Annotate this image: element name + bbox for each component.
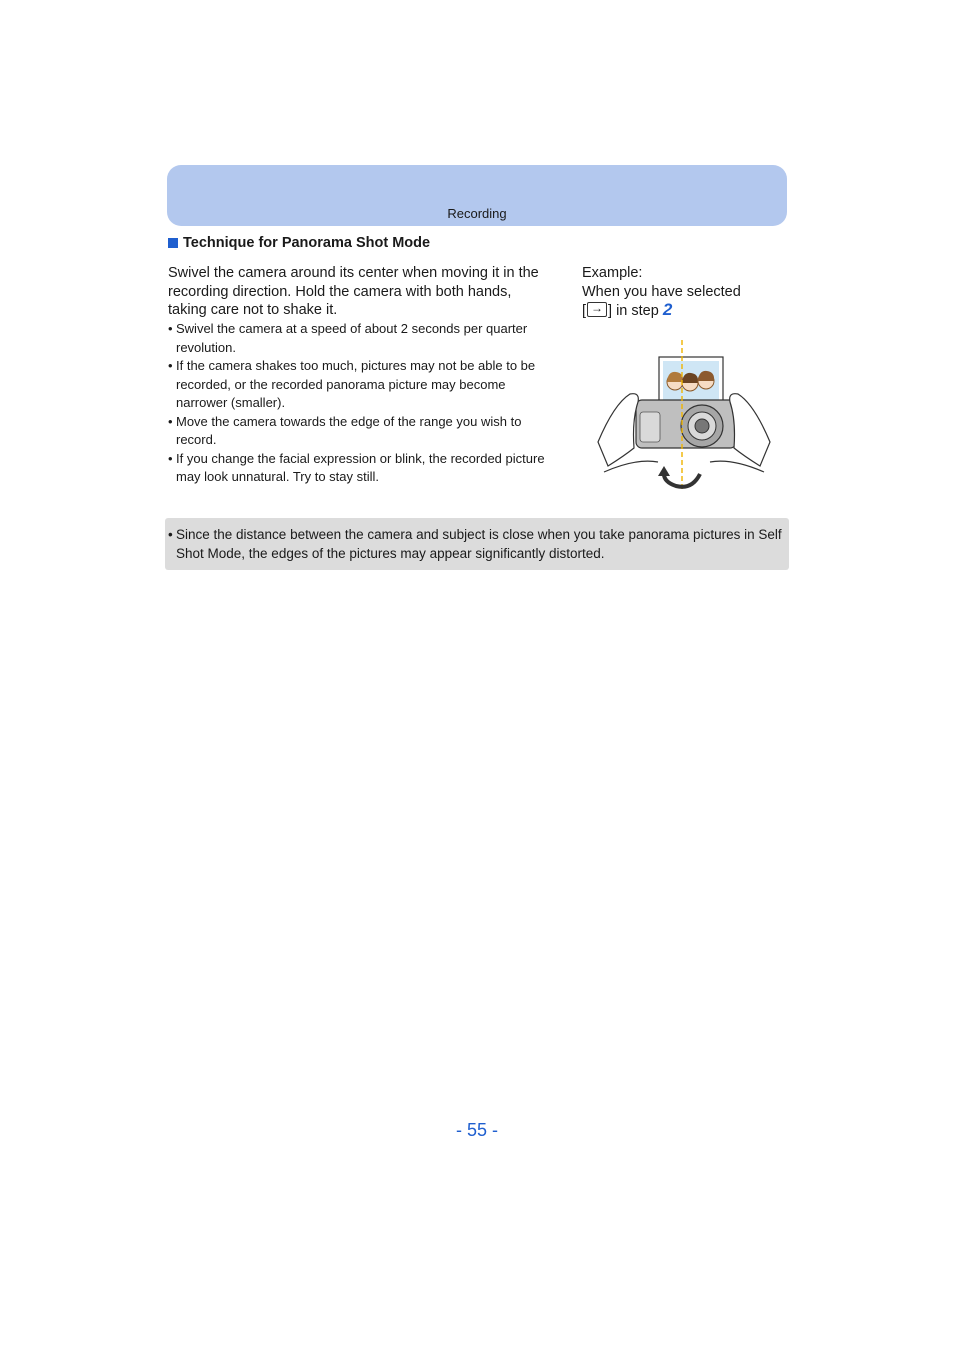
list-item	[168, 413, 553, 450]
bracket-close-step: ] in step	[608, 303, 659, 319]
bullet-icon: •	[168, 358, 173, 373]
heading-square-icon	[168, 238, 178, 248]
intro-paragraph	[168, 264, 553, 320]
technique-bullet-list	[168, 320, 553, 487]
page-number: - 55 -	[455, 1120, 498, 1140]
list-item	[168, 357, 553, 413]
bullet-text: Swivel the camera at a speed of about 2 seconds per quarter revolution.	[176, 321, 528, 355]
list-item	[168, 320, 553, 357]
note-text: Since the distance between the camera and subject is close when you take panorama pictures in Self Shot Mode, the edges of the pictures may appear significantly distorted.	[176, 527, 782, 561]
step-number: 2	[662, 300, 673, 319]
bullet-icon: •	[168, 450, 173, 466]
example-block	[582, 264, 782, 321]
self-shot-panorama-illustration	[596, 338, 772, 492]
list-item	[168, 450, 553, 487]
header-band	[167, 165, 787, 226]
panorama-direction-right-icon	[587, 302, 607, 317]
left-hand	[598, 394, 638, 466]
bracket-open: [	[582, 303, 587, 319]
rotation-arrow-head-icon	[658, 466, 670, 476]
camera-grip	[640, 412, 660, 442]
bullet-text: Move the camera towards the edge of the range you wish to record.	[176, 413, 522, 447]
section-heading-text: Technique for Panorama Shot Mode	[183, 235, 431, 251]
example-label: Example:	[582, 265, 643, 281]
lens-glass	[695, 419, 709, 433]
bullet-icon: •	[168, 527, 173, 542]
intro-text: Swivel the camera around its center when moving it in the recording direction. Hold the camera with both hands, taking care not to shake it.	[168, 265, 539, 318]
right-hand	[730, 394, 770, 466]
example-step-line	[582, 301, 782, 321]
section-heading	[168, 235, 430, 251]
bullet-icon: •	[168, 413, 173, 429]
section-label: Recording	[447, 206, 507, 221]
note-box	[165, 518, 789, 570]
example-condition: When you have selected	[582, 283, 741, 300]
bullet-text: If the camera shakes too much, pictures may not be able to be recorded, or the recorded panorama picture may become narrower (smaller).	[176, 358, 536, 410]
bullet-icon: •	[168, 321, 173, 336]
note-item	[168, 525, 788, 563]
bullet-text: If you change the facial expression or blink, the recorded picture may look unnatural. Try to stay still.	[176, 450, 545, 484]
